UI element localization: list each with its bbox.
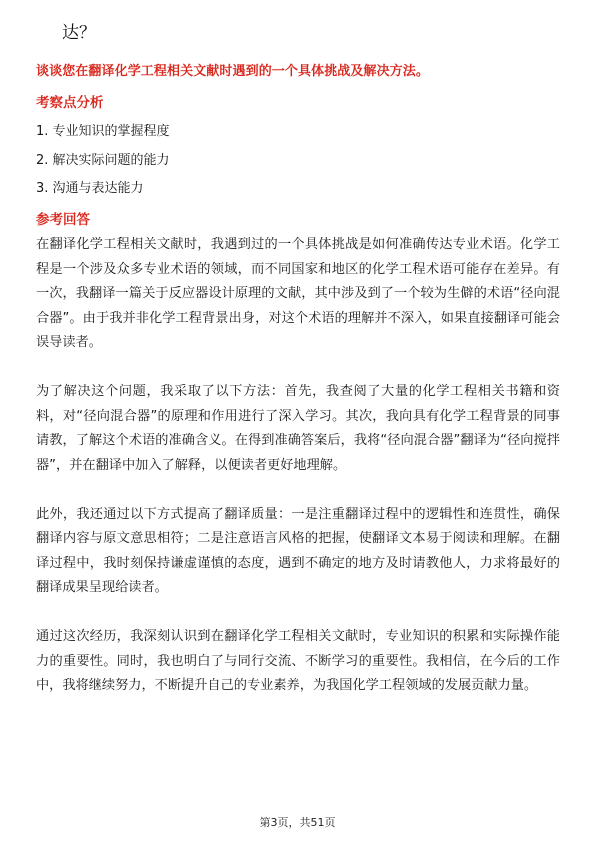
answer-body <box>36 233 560 723</box>
page-footer: 第3页，共51页 <box>259 816 336 829</box>
answer-paragraph: 为了解决这个问题，我采取了以下方法：首先，我查阅了大量的化学工程相关书籍和资料，对“径向混合器”的原理和作用进行了深入学习。其次，我向具有化学工程背景的同事请教，了解这个术语的准确含义。在得到准确答案后，我将“径向混合器”翻译为“径向搅拌器”，并在翻译中加入了解释，以便读者更好地理解。 <box>36 384 560 473</box>
answer-paragraph: 此外，我还通过以下方式提高了翻译质量：一是注重翻译过程中的逻辑性和连贯性，确保翻译内容与原文意思相符；二是注意语言风格的把握，使翻译文本易于阅读和理解。在翻译过程中，我时刻保持谦虚谨慎的态度，遇到不确定的地方及时请教他人，力求将最好的翻译成果呈现给读者。 <box>36 506 560 595</box>
analysis-item: 1. 专业知识的掌握程度 <box>36 124 170 139</box>
analysis-heading: 考察点分析 <box>36 95 104 111</box>
answer-paragraph: 在翻译化学工程相关文献时，我遇到过的一个具体挑战是如何准确传达专业术语。化学工程是一个涉及众多专业术语的领域，而不同国家和地区的化学工程术语可能存在差异。有一次，我翻译一篇关于反应器设计原理的文献，其中涉及到了一个较为生僻的术语“径向混合器”。由于我并非化学工程背景出身，对这个术语的理解并不深入，如果直接翻译可能会误导读者。 <box>36 237 560 350</box>
answer-paragraph: 通过这次经历，我深刻认识到在翻译化学工程相关文献时，专业知识的积累和实际操作能力的重要性。同时，我也明白了与同行交流、不断学习的重要性。我相信，在今后的工作中，我将继续努力，不断提升自己的专业素养，为我国化学工程领域的发展贡献力量。 <box>36 629 560 693</box>
analysis-item: 2. 解决实际问题的能力 <box>36 152 170 168</box>
analysis-item: 3. 沟通与表达能力 <box>36 181 144 196</box>
previous-question-tail: 达？ <box>62 23 96 43</box>
question-title: 谈谈您在翻译化学工程相关文献时遇到的一个具体挑战及解决方法。 <box>36 64 430 79</box>
answer-heading: 参考回答 <box>36 212 90 228</box>
analysis-list <box>36 118 170 204</box>
